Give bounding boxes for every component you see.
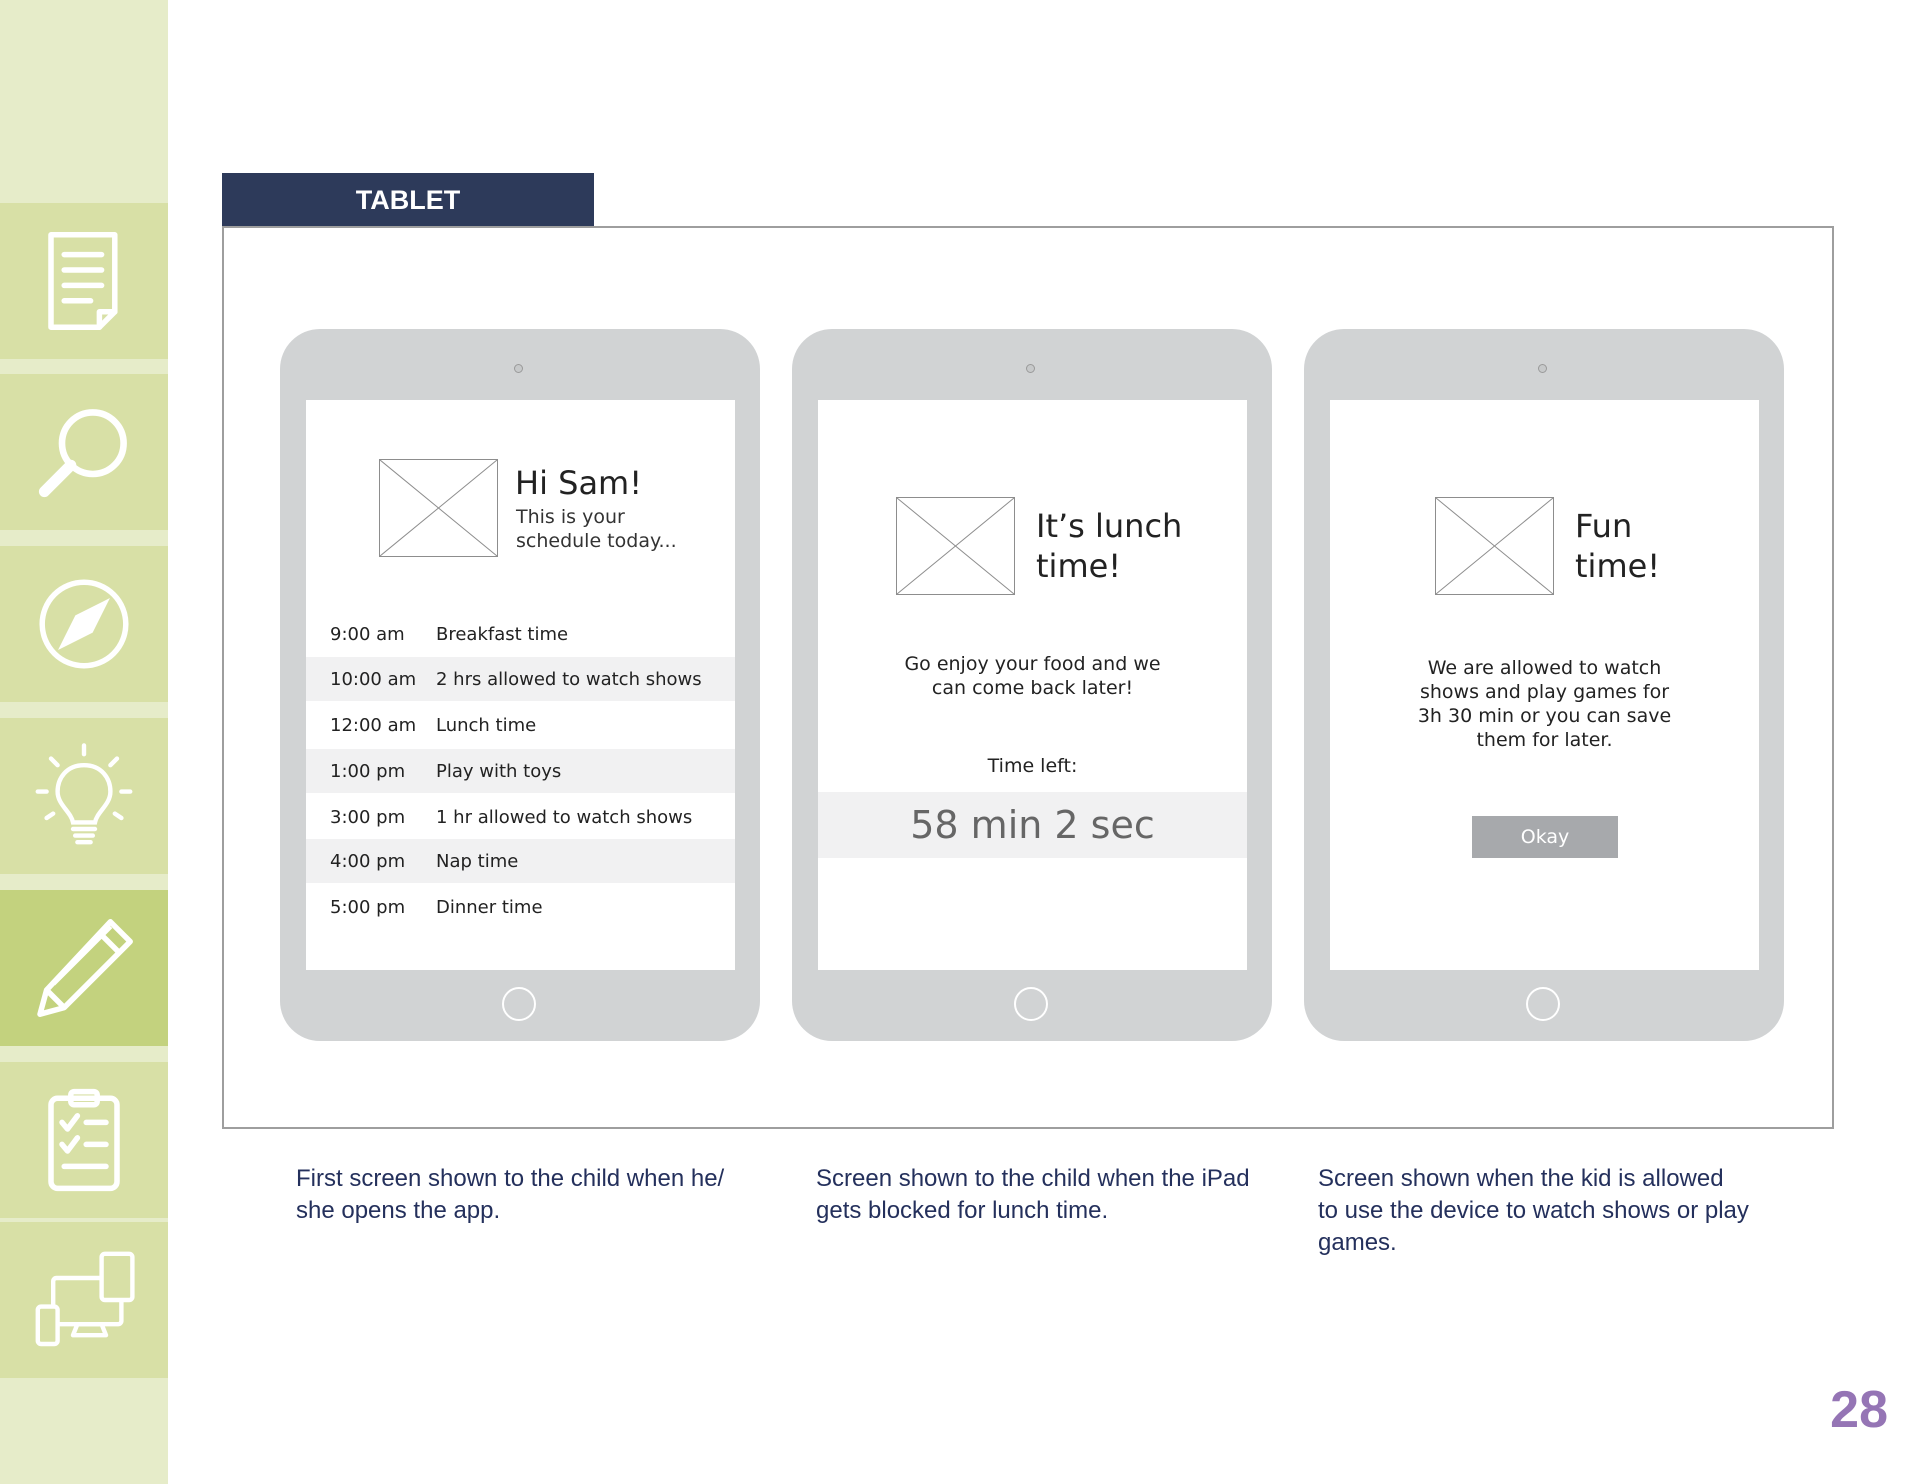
fun-message-line: We are allowed to watch xyxy=(1427,657,1662,679)
schedule-row xyxy=(306,795,735,839)
home-button[interactable] xyxy=(1526,987,1560,1021)
sidebar-item-search[interactable] xyxy=(0,374,168,530)
schedule-row xyxy=(306,749,735,793)
schedule-time: 12:00 am xyxy=(330,714,417,736)
sidebar-item-compass[interactable] xyxy=(0,546,168,702)
caption-line: Screen shown to the child when the iPad xyxy=(816,1165,1250,1192)
sidebar-item-design[interactable] xyxy=(0,890,168,1046)
fun-title-line: time! xyxy=(1575,547,1661,585)
schedule-row xyxy=(306,657,735,701)
schedule-activity: 1 hr allowed to watch shows xyxy=(436,806,693,828)
schedule-activity: 2 hrs allowed to watch shows xyxy=(436,668,702,690)
tablet-fun xyxy=(1304,329,1784,1041)
sidebar-item-devices[interactable] xyxy=(0,1222,168,1378)
schedule-activity: Nap time xyxy=(436,850,519,872)
tablet-screen xyxy=(306,400,735,970)
caption-first-screen xyxy=(296,1163,724,1227)
schedule-activity: Breakfast time xyxy=(436,623,569,645)
camera-icon xyxy=(514,364,523,373)
schedule-time: 10:00 am xyxy=(330,668,417,690)
caption-line: she opens the app. xyxy=(296,1197,501,1224)
lunch-message xyxy=(818,652,1247,700)
fun-title-line: Fun xyxy=(1575,507,1633,545)
schedule-time: 9:00 am xyxy=(330,623,405,645)
lunch-title-line: It’s lunch xyxy=(1036,507,1183,545)
home-button[interactable] xyxy=(502,987,536,1021)
devices-icon xyxy=(29,1245,139,1355)
image-placeholder xyxy=(379,459,498,557)
sidebar-item-document[interactable] xyxy=(0,203,168,359)
schedule-activity: Lunch time xyxy=(436,714,537,736)
schedule-activity: Play with toys xyxy=(436,760,562,782)
schedule-row xyxy=(306,612,735,656)
greeting: Hi Sam! xyxy=(515,464,643,502)
tablet-screen xyxy=(1330,400,1759,970)
camera-icon xyxy=(1538,364,1547,373)
schedule-row xyxy=(306,703,735,747)
clipboard-checklist-icon xyxy=(29,1085,139,1195)
page-number: 28 xyxy=(1830,1381,1888,1439)
schedule-row xyxy=(306,885,735,929)
fun-message-line: them for later. xyxy=(1476,729,1613,751)
fun-message-line: shows and play games for xyxy=(1419,681,1670,703)
schedule-time: 3:00 pm xyxy=(330,806,406,828)
home-button[interactable] xyxy=(1014,987,1048,1021)
countdown-timer: 58 min 2 sec xyxy=(818,792,1247,858)
caption-line: games. xyxy=(1318,1229,1397,1256)
schedule-time: 1:00 pm xyxy=(330,760,406,782)
caption-line: gets blocked for lunch time. xyxy=(816,1197,1109,1224)
fun-message-line: 3h 30 min or you can save xyxy=(1417,705,1672,727)
time-left-label: Time left: xyxy=(987,755,1078,777)
section-label: TABLET xyxy=(222,173,594,227)
tablet-lunch xyxy=(792,329,1272,1041)
lunch-title-line: time! xyxy=(1036,547,1122,585)
tablet-schedule xyxy=(280,329,760,1041)
fun-message xyxy=(1330,656,1759,752)
pencil-icon xyxy=(29,913,139,1023)
schedule-subtitle: This is your schedule today... xyxy=(516,506,677,552)
image-placeholder xyxy=(896,497,1015,595)
lunch-message-line: Go enjoy your food and we xyxy=(904,653,1161,675)
fun-title xyxy=(1575,506,1660,586)
sidebar xyxy=(0,0,168,1484)
lunch-title xyxy=(1036,506,1182,586)
image-placeholder xyxy=(1435,497,1554,595)
sidebar-item-checklist[interactable] xyxy=(0,1062,168,1218)
tablet-screen xyxy=(818,400,1247,970)
caption-line: Screen shown when the kid is allowed xyxy=(1318,1165,1724,1192)
caption-line: First screen shown to the child when he/ xyxy=(296,1165,725,1192)
lunch-message-line: can come back later! xyxy=(931,677,1134,699)
schedule-time: 4:00 pm xyxy=(330,850,406,872)
schedule-row xyxy=(306,839,735,883)
okay-button[interactable]: Okay xyxy=(1472,816,1618,858)
compass-icon xyxy=(29,569,139,679)
caption-line: to use the device to watch shows or play xyxy=(1318,1197,1749,1224)
schedule-time: 5:00 pm xyxy=(330,896,406,918)
schedule-activity: Dinner time xyxy=(436,896,543,918)
sidebar-item-ideas[interactable] xyxy=(0,718,168,874)
lightbulb-icon xyxy=(29,741,139,851)
caption-fun-screen xyxy=(1318,1163,1749,1259)
document-icon xyxy=(29,226,139,336)
caption-lunch-screen xyxy=(816,1163,1250,1227)
search-icon xyxy=(29,397,139,507)
camera-icon xyxy=(1026,364,1035,373)
